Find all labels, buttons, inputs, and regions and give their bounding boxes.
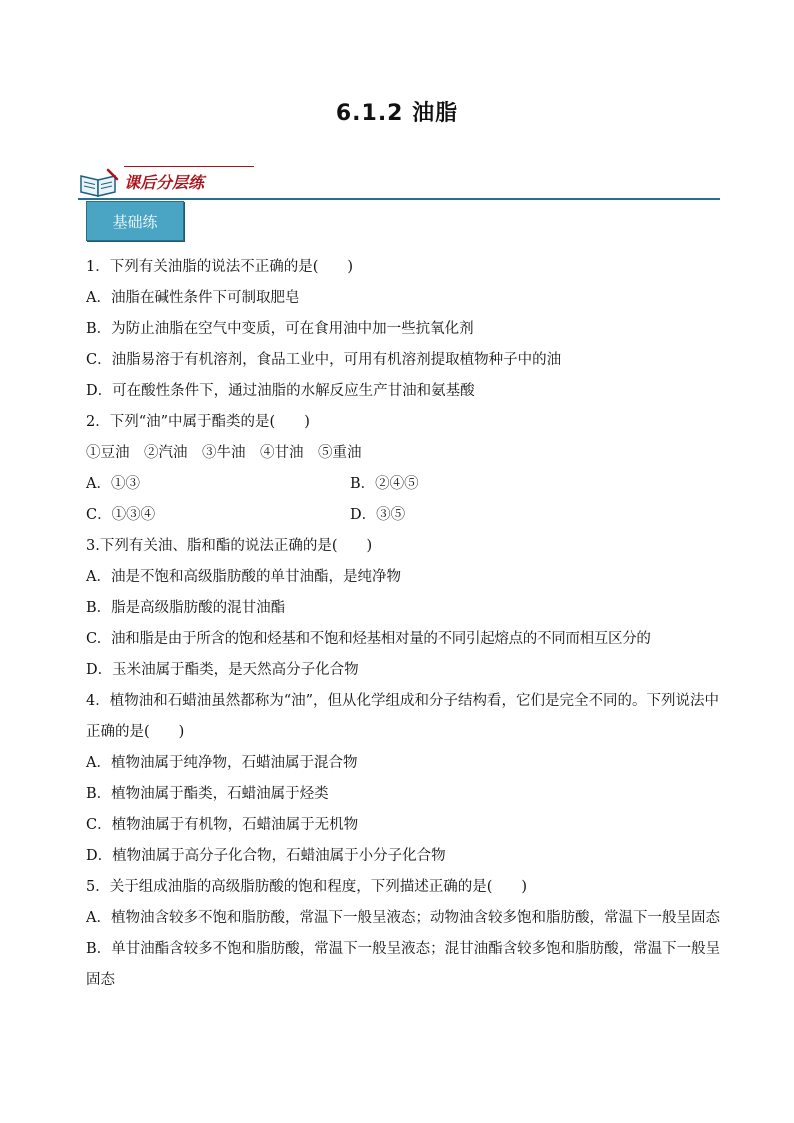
option: C．①③④: [86, 507, 156, 523]
question-stem: 3.下列有关油、脂和酯的说法正确的是( ): [86, 538, 373, 554]
option: B．②④⑤: [350, 476, 419, 492]
option: D．③⑤: [350, 507, 406, 523]
option: D．植物油属于高分子化合物，石蜡油属于小分子化合物: [86, 848, 446, 864]
header-overline: [124, 166, 254, 167]
level-tag: 基础练: [86, 201, 184, 241]
option-row: [86, 500, 726, 531]
question-1: [86, 252, 726, 407]
option: C．油和脂是由于所含的饱和烃基和不饱和烃基相对量的不同引起熔点的不同而相互区分的: [86, 631, 651, 647]
option: B．脂是高级脂肪酸的混甘油酯: [86, 600, 286, 616]
question-4: [86, 686, 726, 872]
option: A．油脂在碱性条件下可制取肥皂: [86, 290, 300, 306]
section-header: [78, 166, 720, 200]
option: B．为防止油脂在空气中变质，可在食用油中加一些抗氧化剂: [86, 321, 474, 337]
section-title: 课后分层练: [124, 173, 205, 192]
question-stem: 1．下列有关油脂的说法不正确的是( ): [86, 259, 354, 275]
question-list: [86, 252, 726, 996]
book-icon: [78, 168, 120, 202]
question-items: ①豆油 ②汽油 ③牛油 ④甘油 ⑤重油: [86, 445, 362, 461]
question-3: [86, 531, 726, 686]
option: B．单甘油酯含较多不饱和脂肪酸，常温下一般呈液态；混甘油酯含较多饱和脂肪酸，常温下一般呈固态: [86, 941, 721, 988]
header-divider: [78, 198, 720, 200]
option: B．植物油属于酯类，石蜡油属于烃类: [86, 786, 329, 802]
question-2: [86, 407, 726, 531]
option: A．植物油属于纯净物，石蜡油属于混合物: [86, 755, 358, 771]
option: C．植物油属于有机物，石蜡油属于无机物: [86, 817, 359, 833]
option: D．可在酸性条件下，通过油脂的水解反应生产甘油和氨基酸: [86, 383, 475, 399]
question-stem: 5．关于组成油脂的高级脂肪酸的饱和程度，下列描述正确的是( ): [86, 879, 528, 895]
question-stem: 2．下列“油”中属于酯类的是( ): [86, 414, 310, 430]
question-5: [86, 872, 726, 996]
question-stem: 4．植物油和石蜡油虽然都称为“油”，但从化学组成和分子结构看，它们是完全不同的。下列说法中正确的是( ): [86, 693, 720, 740]
option: A．①③: [86, 476, 140, 492]
option: D．玉米油属于酯类，是天然高分子化合物: [86, 662, 359, 678]
option-row: [86, 469, 726, 500]
page-title: 6.1.2 油脂: [335, 101, 459, 126]
option: A．油是不饱和高级脂肪酸的单甘油酯，是纯净物: [86, 569, 401, 585]
option: A．植物油含较多不饱和脂肪酸，常温下一般呈液态；动物油含较多饱和脂肪酸，常温下一般呈固态: [86, 910, 720, 926]
option: C．油脂易溶于有机溶剂，食品工业中，可用有机溶剂提取植物种子中的油: [86, 352, 562, 368]
